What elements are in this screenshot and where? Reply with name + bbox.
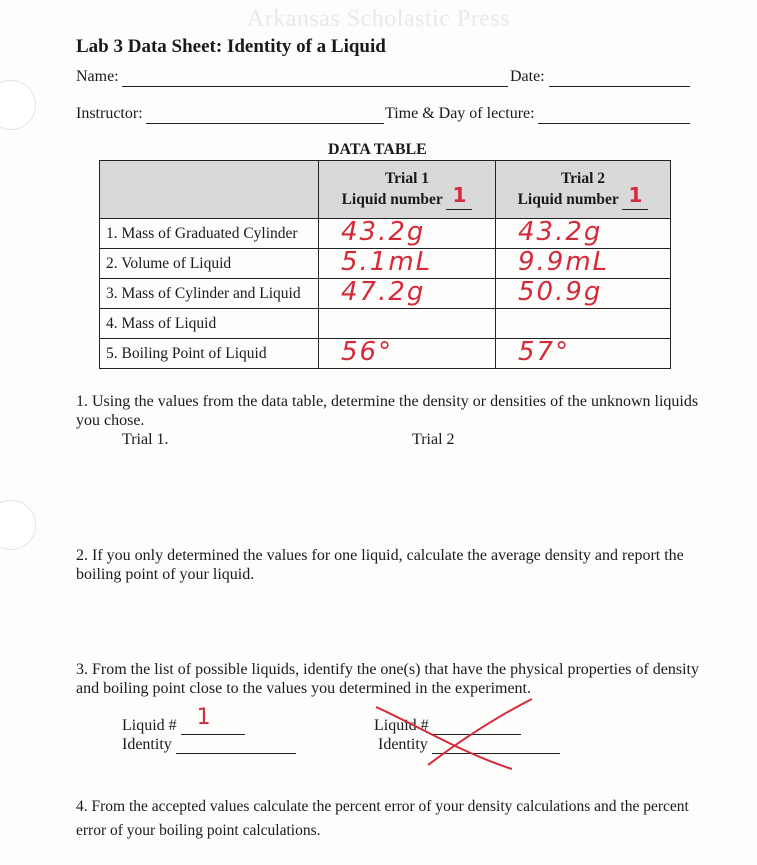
trial-2-cell[interactable] bbox=[496, 309, 671, 339]
time-field[interactable] bbox=[538, 123, 690, 124]
question-4: 4. From the accepted values calculate the percent error of your density calculations and the percent error of your boiling point calculations. bbox=[76, 798, 689, 839]
q3-identity-1-field[interactable] bbox=[176, 737, 296, 754]
table-row bbox=[100, 219, 671, 249]
trial-2-cell[interactable] bbox=[496, 279, 671, 309]
binder-hole-top bbox=[0, 80, 36, 130]
red-cross-mark bbox=[372, 695, 542, 775]
question-3: 3. From the list of possible liquids, identify the one(s) that have the physical properties of density and boiling point close to the values you determined in the experiment. bbox=[76, 661, 699, 697]
row-label: 4. Mass of Liquid bbox=[100, 309, 319, 339]
trial-2-cell[interactable] bbox=[496, 249, 671, 279]
question-2: 2. If you only determined the values for one liquid, calculate the average density and report the boiling point of your liquid. bbox=[76, 547, 684, 583]
table-row bbox=[100, 279, 671, 309]
trial-2-cell[interactable] bbox=[496, 339, 671, 369]
binder-hole-bottom bbox=[0, 500, 36, 550]
trial-2-cell[interactable] bbox=[496, 219, 671, 249]
table-row bbox=[100, 249, 671, 279]
identity-label: Identity bbox=[378, 736, 428, 753]
identity-label: Identity bbox=[122, 736, 172, 753]
trial-1-cell[interactable] bbox=[319, 249, 496, 279]
table-row bbox=[100, 309, 671, 339]
q3-liquid-1-row bbox=[122, 705, 296, 735]
header-blank-cell bbox=[100, 161, 319, 219]
trial-2-liquid-number-field[interactable] bbox=[622, 183, 648, 210]
q3-liquid-1-group bbox=[122, 705, 296, 754]
page-title: Lab 3 Data Sheet: Identity of a Liquid bbox=[76, 36, 386, 57]
liquid-number-label: Liquid # bbox=[374, 717, 429, 734]
row-label: 3. Mass of Cylinder and Liquid bbox=[100, 279, 319, 309]
handwritten-value: 57° bbox=[518, 337, 571, 367]
handwritten-value: 56° bbox=[341, 337, 394, 367]
trial-1-label: Trial 1 bbox=[384, 170, 430, 187]
trial-1-liquid-number-field[interactable] bbox=[446, 183, 472, 210]
q1-trial-1-label: Trial 1. bbox=[122, 431, 169, 448]
data-table-title: DATA TABLE bbox=[328, 141, 427, 158]
handwritten-value: 43.2g bbox=[341, 217, 426, 247]
name-field[interactable] bbox=[122, 86, 508, 87]
trial-1-cell[interactable] bbox=[319, 309, 496, 339]
trial-1-liquid-number bbox=[319, 183, 495, 210]
q3-liquid-1-field[interactable] bbox=[181, 705, 245, 735]
q1-trial-2-label: Trial 2 bbox=[412, 431, 455, 448]
row-label: 2. Volume of Liquid bbox=[100, 249, 319, 279]
handwritten-value: 47.2g bbox=[341, 277, 426, 307]
q3-identity-1-row bbox=[122, 735, 296, 754]
cross-stroke-1 bbox=[376, 707, 512, 769]
instructor-field[interactable] bbox=[146, 123, 384, 124]
q3-liquid-1-value: 1 bbox=[196, 705, 211, 730]
handwritten-value: 50.9g bbox=[518, 277, 603, 307]
data-table bbox=[99, 160, 671, 369]
table-row bbox=[100, 339, 671, 369]
question-1: 1. Using the values from the data table, determine the density or densities of the unknown liquids you chose. bbox=[76, 393, 699, 429]
liquid-number-label: Liquid number bbox=[341, 191, 443, 208]
trial-2-liquid-number bbox=[496, 183, 670, 210]
row-label: 5. Boiling Point of Liquid bbox=[100, 339, 319, 369]
row-label: 1. Mass of Graduated Cylinder bbox=[100, 219, 319, 249]
trial-2-label: Trial 2 bbox=[560, 170, 606, 187]
handwritten-value: 43.2g bbox=[518, 217, 603, 247]
liquid-number-label: Liquid number bbox=[517, 191, 619, 208]
trial-1-cell[interactable] bbox=[319, 339, 496, 369]
header-trial-2 bbox=[496, 161, 671, 219]
cross-stroke-2 bbox=[428, 699, 532, 765]
date-field[interactable] bbox=[549, 86, 690, 87]
name-label: Name: bbox=[76, 68, 119, 85]
trial-1-liquid-number-value: 1 bbox=[452, 183, 467, 207]
date-label: Date: bbox=[510, 68, 545, 85]
handwritten-value: 5.1mL bbox=[341, 247, 433, 277]
liquid-number-label: Liquid # bbox=[122, 717, 177, 734]
header-trial-1 bbox=[319, 161, 496, 219]
table-header-row bbox=[100, 161, 671, 219]
trial-2-liquid-number-value: 1 bbox=[628, 183, 643, 207]
trial-1-cell[interactable] bbox=[319, 279, 496, 309]
watermark: Arkansas Scholastic Press bbox=[246, 6, 511, 32]
handwritten-value: 9.9mL bbox=[518, 247, 610, 277]
trial-1-cell[interactable] bbox=[319, 219, 496, 249]
time-label: Time & Day of lecture: bbox=[385, 105, 535, 122]
instructor-label: Instructor: bbox=[76, 105, 143, 122]
